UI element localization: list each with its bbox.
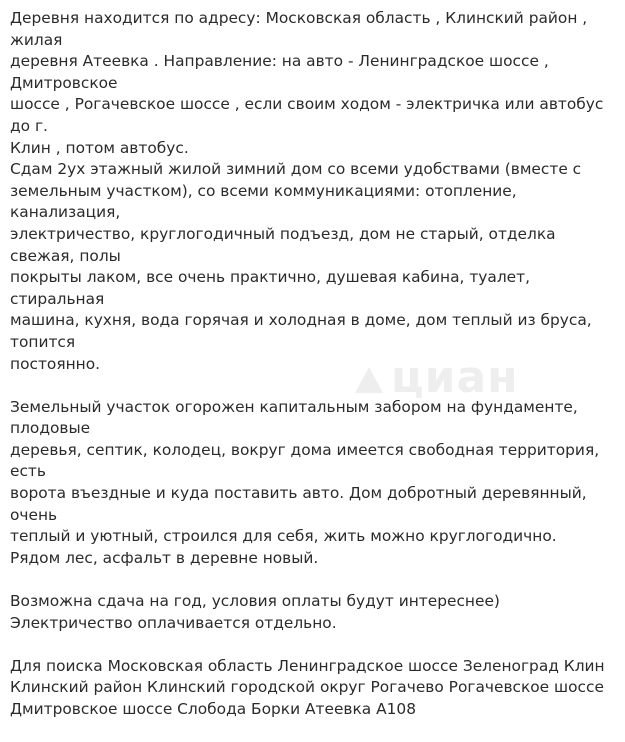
description-paragraph-address: Деревня находится по адресу: Московская область , Клинский район , жилая деревня Атеевка . Направление: на авто - Ленинградское шоссе , Дмитровское шоссе , Рогачевское шоссе , если своим ходом - электричка или автобус до г. Клин , потом автобус. Сдам 2ух этажный жилой зимний дом со всеми удобствами (вместе с земельным участком), со всеми коммуникациями: отопление, канализация, электричество, круглогодичный подъезд, дом не старый, отделка свежая, полы покрыты лаком, все очень практично, душевая кабина, туалет, стиральная машина, кухня, вода горячая и холодная в доме, дом теплый из бруса, топится постоянно. — [10, 9, 604, 373]
description-paragraph-terms: Возможна сдача на год, условия оплаты будут интереснее) Электричество оплачивается отдельно. — [10, 592, 500, 632]
description-paragraph-land: Земельный участок огорожен капитальным забором на фундаменте, плодовые деревья, септик, колодец, вокруг дома имеется свободная территория, есть ворота въездные и куда поставить авто. Дом добротный деревянный, очень теплый и уютный, строился для себя, жить можно круглогодично. Рядом лес, асфальт в деревне новый. — [10, 397, 600, 567]
listing-description — [10, 8, 618, 742]
description-paragraph-search-tags: Для поиска Московская область Ленинградское шоссе Зеленоград Клин Клинский район Клинский городской округ Рогачево Рогачевское шоссе Дмитровское шоссе Слобода Борки Атеевка А108 — [10, 656, 605, 718]
watermark-text: циан — [391, 352, 519, 403]
